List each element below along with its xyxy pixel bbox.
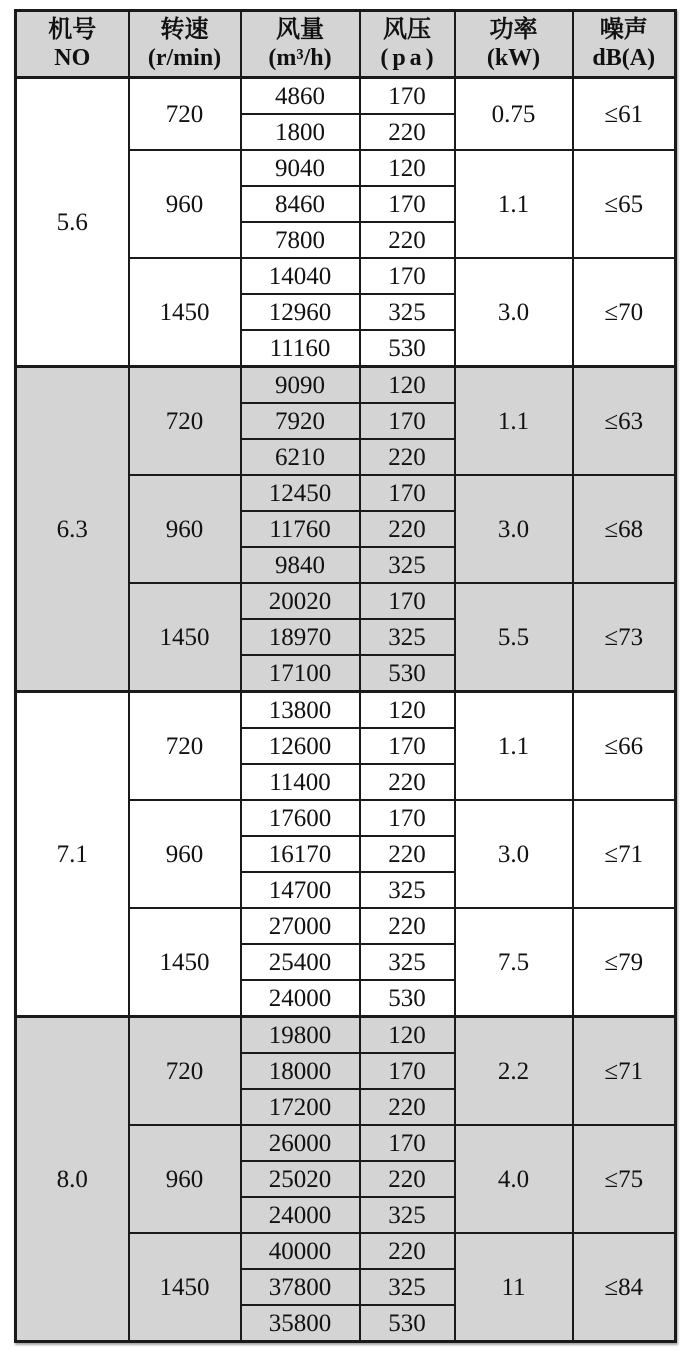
- pressure-cell: 325: [360, 1197, 455, 1233]
- speed-cell: 1450: [129, 908, 241, 1017]
- header-power-unit: (kW): [486, 45, 541, 71]
- speed-cell: 720: [129, 367, 241, 476]
- pressure-cell: 170: [360, 403, 455, 439]
- pressure-cell: 170: [360, 1125, 455, 1161]
- noise-cell: ≤84: [573, 1233, 676, 1342]
- airflow-cell: 16170: [241, 836, 360, 872]
- airflow-cell: 11400: [241, 764, 360, 800]
- pressure-cell: 170: [360, 258, 455, 294]
- airflow-cell: 12960: [241, 294, 360, 330]
- airflow-cell: 9840: [241, 547, 360, 583]
- power-cell: 1.1: [455, 150, 573, 258]
- pressure-cell: 220: [360, 1089, 455, 1125]
- model-cell: 5.6: [16, 78, 129, 367]
- airflow-cell: 17100: [241, 655, 360, 692]
- model-cell: 7.1: [16, 692, 129, 1017]
- header-airflow-unit: (m³/h): [268, 45, 332, 71]
- airflow-cell: 19800: [241, 1017, 360, 1054]
- noise-cell: ≤73: [573, 583, 676, 692]
- airflow-cell: 17200: [241, 1089, 360, 1125]
- power-cell: 0.75: [455, 78, 573, 151]
- airflow-cell: 6210: [241, 439, 360, 475]
- spec-row: [16, 367, 676, 404]
- header-noise-label: 噪声: [599, 16, 648, 43]
- header-power: [455, 11, 573, 78]
- speed-cell: 960: [129, 475, 241, 583]
- power-cell: 2.2: [455, 1017, 573, 1126]
- pressure-cell: 220: [360, 1233, 455, 1269]
- airflow-cell: 7800: [241, 222, 360, 258]
- airflow-cell: 8460: [241, 186, 360, 222]
- airflow-cell: 12600: [241, 728, 360, 764]
- airflow-cell: 18970: [241, 619, 360, 655]
- speed-cell: 1450: [129, 1233, 241, 1342]
- speed-cell: 720: [129, 78, 241, 151]
- airflow-cell: 20020: [241, 583, 360, 619]
- noise-cell: ≤65: [573, 150, 676, 258]
- table-body: [16, 78, 676, 1342]
- noise-cell: ≤61: [573, 78, 676, 151]
- pressure-cell: 530: [360, 330, 455, 367]
- noise-cell: ≤71: [573, 800, 676, 908]
- power-cell: 1.1: [455, 692, 573, 801]
- pressure-cell: 220: [360, 114, 455, 150]
- pressure-cell: 325: [360, 1269, 455, 1305]
- noise-cell: ≤75: [573, 1125, 676, 1233]
- header-pressure-label: 风压: [383, 16, 431, 43]
- airflow-cell: 9040: [241, 150, 360, 186]
- header-noise: [573, 11, 676, 78]
- pressure-cell: 220: [360, 511, 455, 547]
- airflow-cell: 13800: [241, 692, 360, 729]
- header-speed-label: 转速: [160, 16, 209, 43]
- header-airflow: [241, 11, 360, 78]
- airflow-cell: 7920: [241, 403, 360, 439]
- header-pressure-unit: (pa): [380, 45, 438, 71]
- pressure-cell: 220: [360, 1161, 455, 1197]
- speed-cell: 1450: [129, 583, 241, 692]
- noise-cell: ≤66: [573, 692, 676, 801]
- pressure-cell: 170: [360, 475, 455, 511]
- airflow-cell: 1800: [241, 114, 360, 150]
- power-cell: 5.5: [455, 583, 573, 692]
- header-noise-unit: dB(A): [592, 45, 656, 71]
- noise-cell: ≤63: [573, 367, 676, 476]
- airflow-cell: 18000: [241, 1053, 360, 1089]
- airflow-cell: 12450: [241, 475, 360, 511]
- pressure-cell: 325: [360, 547, 455, 583]
- airflow-cell: 26000: [241, 1125, 360, 1161]
- airflow-cell: 40000: [241, 1233, 360, 1269]
- pressure-cell: 120: [360, 692, 455, 729]
- fan-specification-table: [14, 9, 677, 1343]
- pressure-cell: 170: [360, 800, 455, 836]
- airflow-cell: 11160: [241, 330, 360, 367]
- airflow-cell: 37800: [241, 1269, 360, 1305]
- airflow-cell: 14700: [241, 872, 360, 908]
- power-cell: 7.5: [455, 908, 573, 1017]
- header-airflow-label: 风量: [276, 16, 324, 43]
- power-cell: 3.0: [455, 475, 573, 583]
- power-cell: 11: [455, 1233, 573, 1342]
- header-speed-unit: (r/min): [147, 45, 222, 71]
- pressure-cell: 325: [360, 294, 455, 330]
- pressure-cell: 530: [360, 1305, 455, 1342]
- header-model-label: 机号: [48, 16, 97, 43]
- speed-cell: 960: [129, 800, 241, 908]
- airflow-cell: 25400: [241, 944, 360, 980]
- noise-cell: ≤71: [573, 1017, 676, 1126]
- speed-cell: 1450: [129, 258, 241, 367]
- noise-cell: ≤79: [573, 908, 676, 1017]
- airflow-cell: 35800: [241, 1305, 360, 1342]
- pressure-cell: 170: [360, 583, 455, 619]
- airflow-cell: 11760: [241, 511, 360, 547]
- airflow-cell: 14040: [241, 258, 360, 294]
- airflow-cell: 25020: [241, 1161, 360, 1197]
- table-header: [16, 11, 676, 78]
- spec-row: [16, 78, 676, 115]
- speed-cell: 960: [129, 1125, 241, 1233]
- header-model-unit: NO: [54, 45, 91, 71]
- speed-cell: 720: [129, 1017, 241, 1126]
- airflow-cell: 9090: [241, 367, 360, 404]
- model-cell: 8.0: [16, 1017, 129, 1342]
- header-row: [16, 11, 676, 78]
- header-power-label: 功率: [489, 16, 538, 43]
- model-cell: 6.3: [16, 367, 129, 692]
- pressure-cell: 220: [360, 836, 455, 872]
- pressure-cell: 220: [360, 439, 455, 475]
- pressure-cell: 170: [360, 78, 455, 115]
- power-cell: 4.0: [455, 1125, 573, 1233]
- pressure-cell: 220: [360, 764, 455, 800]
- airflow-cell: 24000: [241, 980, 360, 1017]
- pressure-cell: 120: [360, 367, 455, 404]
- pressure-cell: 220: [360, 908, 455, 944]
- airflow-cell: 4860: [241, 78, 360, 115]
- pressure-cell: 220: [360, 222, 455, 258]
- noise-cell: ≤68: [573, 475, 676, 583]
- power-cell: 3.0: [455, 258, 573, 367]
- pressure-cell: 325: [360, 872, 455, 908]
- pressure-cell: 530: [360, 980, 455, 1017]
- pressure-cell: 325: [360, 944, 455, 980]
- airflow-cell: 24000: [241, 1197, 360, 1233]
- power-cell: 1.1: [455, 367, 573, 476]
- speed-cell: 960: [129, 150, 241, 258]
- header-speed: [129, 11, 241, 78]
- pressure-cell: 170: [360, 728, 455, 764]
- power-cell: 3.0: [455, 800, 573, 908]
- pressure-cell: 120: [360, 150, 455, 186]
- airflow-cell: 17600: [241, 800, 360, 836]
- spec-row: [16, 692, 676, 729]
- pressure-cell: 120: [360, 1017, 455, 1054]
- header-model: [16, 11, 129, 78]
- pressure-cell: 170: [360, 186, 455, 222]
- header-pressure: [360, 11, 455, 78]
- speed-cell: 720: [129, 692, 241, 801]
- pressure-cell: 325: [360, 619, 455, 655]
- pressure-cell: 530: [360, 655, 455, 692]
- airflow-cell: 27000: [241, 908, 360, 944]
- noise-cell: ≤70: [573, 258, 676, 367]
- pressure-cell: 170: [360, 1053, 455, 1089]
- spec-row: [16, 1017, 676, 1054]
